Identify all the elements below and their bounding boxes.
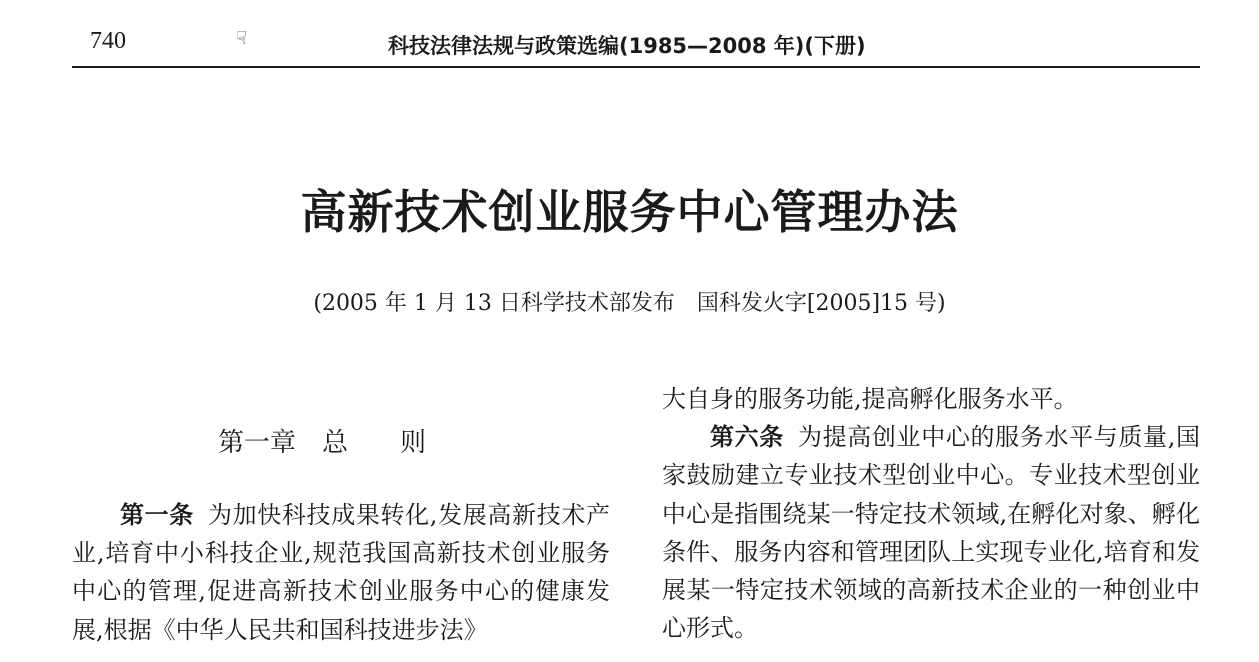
document-subtitle: (2005 年 1 月 13 日科学技术部发布 国科发火字[2005]15 号)	[313, 291, 946, 316]
article-6	[662, 418, 1200, 647]
hand-ornament-icon: ☟	[236, 28, 247, 49]
article-1-label: 第一条	[120, 501, 194, 529]
article-1	[72, 496, 610, 649]
running-header-title: 科技法律法规与政策选编(1985—2008 年)(下册)	[388, 34, 866, 58]
page-number: 740	[90, 28, 126, 54]
article-6-label: 第六条	[710, 423, 784, 452]
article-1-text: 为加快科技成果转化,发展高新技术产业,培育中小科技企业,规范我国高新技术创业服务中心的管理,促进高新技术创业服务中心的健康发展,根据《中华人民共和国科技进步法》	[72, 501, 610, 644]
article-1-paragraph	[72, 496, 610, 649]
article-6-text: 为提高创业中心的服务水平与质量,国家鼓励建立专业技术型创业中心。专业技术型创业中心是指围绕某一特定技术领域,在孵化对象、孵化条件、服务内容和管理团队上实现专业化,培育和发展某一特定技术领域的高新技术企业的一种创业中心形式。	[662, 423, 1200, 643]
header-divider	[72, 66, 1200, 68]
document-title: 高新技术创业服务中心管理办法	[300, 185, 959, 239]
continuation-paragraph: 大自身的服务功能,提高孵化服务水平。	[662, 385, 1078, 413]
chapter-heading: 第一章 总 则	[218, 428, 427, 458]
right-column	[662, 380, 1200, 647]
